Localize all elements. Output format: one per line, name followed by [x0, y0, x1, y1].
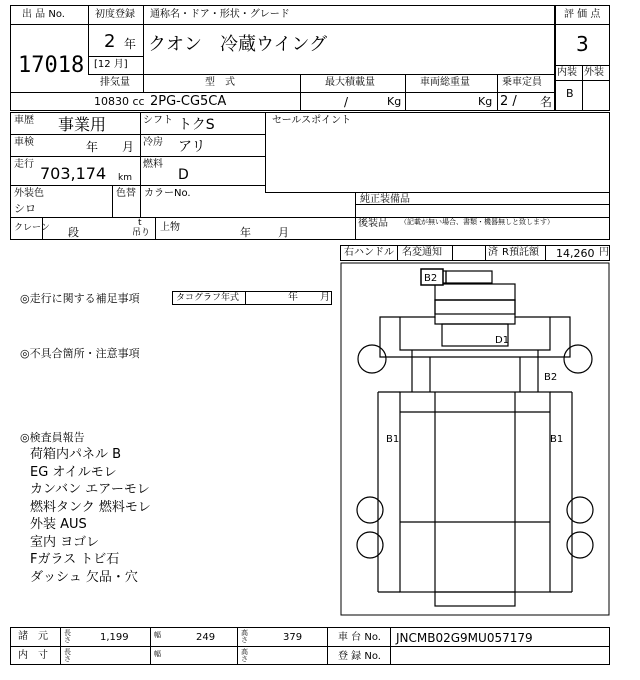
vehicle-diagram	[340, 262, 610, 617]
crane-lift: 吊り	[132, 228, 151, 238]
shift-value: トクS	[178, 117, 215, 133]
mileage-value: 703,174	[40, 164, 107, 183]
grade-value: 3	[576, 32, 589, 56]
capacity-label: 乗車定員	[502, 77, 542, 88]
ext-color-label: 外装色	[14, 188, 44, 199]
crane-t: t	[138, 218, 142, 228]
report-line: ダッシュ 欠品・穴	[30, 569, 138, 585]
height-label: 高さ	[241, 629, 248, 644]
dims-label: 諸 元	[18, 631, 48, 642]
interior-label: 内装	[557, 67, 577, 78]
upper-month: 月	[278, 226, 289, 239]
report-line: 荷箱内パネル B	[30, 447, 122, 462]
first-reg-month: [12 月]	[94, 59, 128, 70]
color-change-label: 色替	[116, 188, 136, 199]
first-reg-year: 2	[104, 31, 116, 52]
grade-label: 評 価 点	[564, 9, 601, 20]
gross-weight-label: 車両総重量	[420, 77, 470, 88]
sales-point-label: セールスポイント	[272, 115, 352, 126]
width-value: 249	[196, 632, 216, 643]
inspection-year: 年	[86, 140, 99, 154]
crane-label: クレーン	[14, 223, 50, 233]
inner-label: 内 寸	[18, 650, 48, 661]
upper-label: 上物	[160, 222, 180, 233]
fuel-label: 燃料	[143, 159, 163, 170]
name-change-label: 名変通知	[402, 247, 442, 258]
report-line: カンバン エアーモレ	[30, 482, 150, 497]
inspector-heading: ◎検査員報告	[20, 431, 85, 444]
capacity-unit: 名	[540, 95, 553, 109]
length-value: 1,199	[100, 632, 129, 643]
chassis-label: 車 台 No.	[338, 632, 381, 643]
mileage-unit: km	[118, 173, 132, 183]
damage-mark: D1	[495, 335, 510, 346]
genuine-equip-label: 純正装備品	[360, 194, 410, 205]
defects-heading: ◎不具合箇所・注意事項	[20, 347, 140, 360]
recycle-value: 14,260	[556, 247, 595, 260]
capacity-value: 2 /	[500, 94, 517, 109]
vehicle-name: クオン 冷蔵ウイング	[148, 34, 328, 55]
driving-supplement: ◎走行に関する補足事項	[20, 292, 140, 305]
color-no-label: カラーNo.	[144, 188, 191, 199]
history-value: 事業用	[58, 115, 107, 134]
damage-mark: B1	[550, 434, 564, 445]
model-value: 2PG-CG5CA	[150, 94, 227, 109]
tax-label: 済	[488, 247, 498, 258]
displacement-label: 排気量	[100, 77, 130, 88]
inner-height-label: 高さ	[241, 648, 248, 663]
header-frame	[10, 5, 555, 111]
tacho-year: 年	[288, 292, 298, 303]
max-load-label: 最大積載量	[325, 77, 375, 88]
chassis-value: JNCMB02G9MU057179	[396, 631, 533, 645]
model-label: 型 式	[205, 77, 235, 88]
damage-mark: B2	[544, 372, 558, 383]
fuel-value: D	[178, 167, 189, 183]
recycle-label: R預託額	[502, 247, 539, 258]
reg-label: 登 録 No.	[338, 651, 381, 662]
damage-mark: B1	[386, 434, 400, 445]
upper-year: 年	[240, 226, 251, 239]
interior-grade: B	[566, 87, 574, 100]
report-line: 室内 ヨゴレ	[30, 534, 100, 550]
report-line: 燃料タンク 燃料モレ	[30, 499, 151, 515]
max-load-unit: Kg	[387, 95, 402, 108]
length-label: 長さ	[64, 629, 71, 644]
gross-weight-unit: Kg	[478, 95, 493, 108]
first-reg-label: 初度登録	[95, 9, 135, 20]
displacement-value: 10830 cc	[94, 95, 145, 108]
mileage-label: 走行	[14, 159, 34, 170]
inspection-label: 車検	[14, 137, 34, 148]
ac-label: 冷房	[143, 137, 163, 148]
year-unit: 年	[124, 37, 137, 51]
name-label: 通称名・ドア・形状・グレード	[150, 9, 290, 20]
aftermarket-label: 後装品	[358, 218, 388, 229]
height-value: 379	[283, 632, 303, 643]
inner-length-label: 長さ	[64, 648, 71, 663]
history-label: 車歴	[14, 115, 34, 126]
lot-number: 17018	[18, 53, 85, 78]
report-line: EG オイルモレ	[30, 464, 117, 480]
lot-label: 出 品 No.	[22, 9, 65, 20]
ac-value: アリ	[178, 139, 206, 155]
ext-color-value: シロ	[14, 202, 36, 215]
right-handle: 右ハンドル	[344, 247, 394, 258]
max-load-value: /	[344, 95, 349, 109]
report-line: Fガラス トビ石	[30, 552, 120, 567]
report-line: 外装 AUS	[30, 517, 87, 532]
tachograph-label: タコグラフ年式	[176, 293, 240, 303]
exterior-label: 外装	[584, 67, 604, 78]
inner-width-label: 幅	[154, 650, 161, 658]
recycle-unit: 円	[599, 247, 609, 258]
aftermarket-note: （記載が無い場合、書類・機器無しと致します）	[400, 218, 554, 226]
inspection-month: 月	[122, 140, 135, 154]
damage-mark: B2	[424, 273, 438, 284]
tacho-month: 月	[320, 292, 330, 303]
width-label: 幅	[154, 631, 161, 639]
crane-stage: 段	[68, 226, 79, 239]
shift-label: シフト	[143, 115, 173, 126]
